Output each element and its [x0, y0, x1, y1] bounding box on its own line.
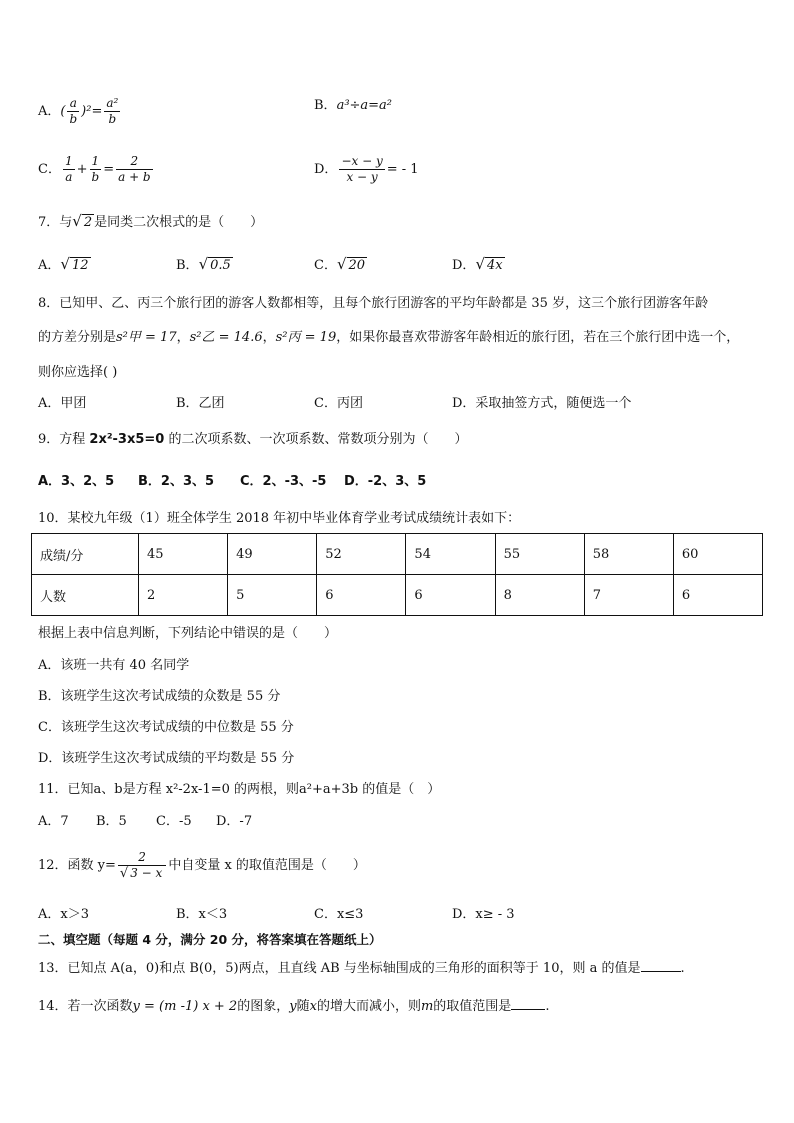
- variance-yi: s²乙 = 14.6: [189, 330, 263, 345]
- table-cell: 6: [673, 575, 762, 616]
- table-cell: 49: [228, 534, 317, 575]
- q6-option-a: A．( $\frac{a}{b}$ )²= $\frac{\text{a²}}{b}$: [38, 96, 119, 126]
- q8-option-a: A．甲团: [38, 396, 87, 411]
- answer-blank: [641, 959, 681, 972]
- q6-option-d: D． $\frac{-x - y}{x - y}$ = - 1: [314, 154, 419, 184]
- q10-option-b: B．该班学生这次考试成绩的众数是 55 分: [38, 689, 281, 704]
- q11-option-c: C．-5: [156, 814, 192, 829]
- q12-fraction: $\frac{2}{√ 3 - x}$: [118, 850, 166, 881]
- table-cell: 54: [406, 534, 495, 575]
- q12-option-a: A．x＞3: [38, 907, 89, 922]
- q10-option-a: A．该班一共有 40 名同学: [38, 658, 190, 673]
- q7-option-c: C．√ 20: [314, 255, 366, 273]
- q13-stem: 13．已知点 A(a，0)和点 B(0，5)两点，且直线 AB 与坐标轴围成的三角形的面积等于 10，则 a 的值是 .: [38, 961, 685, 976]
- table-cell: 成绩/分: [32, 534, 139, 575]
- q10-option-d: D．该班学生这次考试成绩的平均数是 55 分: [38, 751, 295, 766]
- table-cell: 45: [139, 534, 228, 575]
- table-cell: 2: [139, 575, 228, 616]
- q6-option-c: C． $\frac{1}{a}$ + $\frac{1}{b}$ = $\frac{2}{a + b}$: [38, 154, 151, 184]
- q12-option-b: B．x＜3: [176, 907, 228, 922]
- q14-stem: 14．若一次函数y = (m -1) x + 2的图象，y随x的增大而减小，则m的取值范围是 .: [38, 999, 550, 1014]
- q12-option-d: D．x≥ - 3: [452, 907, 515, 922]
- table-cell: 60: [673, 534, 762, 575]
- q7-option-a: A．√ 12: [38, 255, 89, 273]
- q12-stem: 12．函数 y= $\frac{2}{√ 3 - x}$ 中自变量 x 的取值范围是（ ）: [38, 850, 366, 881]
- variance-bing: s²丙 = 19: [275, 330, 337, 345]
- q10-stem: 10．某校九年级（1）班全体学生 2018 年初中毕业体育学业考试成绩统计表如下：: [38, 511, 521, 526]
- q6-option-b: B．a³÷a=a²: [314, 98, 393, 113]
- table-cell: 6: [317, 575, 406, 616]
- q10-option-c: C．该班学生这次考试成绩的中位数是 55 分: [38, 720, 294, 735]
- table-cell: 55: [495, 534, 584, 575]
- score-table: [31, 533, 763, 616]
- q8-option-c: C．丙团: [314, 396, 363, 411]
- q8-stem-line1: 8．已知甲、乙、丙三个旅行团的游客人数都相等，且每个旅行团游客的平均年龄都是 35 岁，这三个旅行团游客年龄: [38, 296, 709, 311]
- q9-option-a: A．3、2、5: [38, 474, 115, 489]
- q7-option-b: B．√ 0.5: [176, 255, 231, 273]
- table-cell: 5: [228, 575, 317, 616]
- table-cell: 8: [495, 575, 584, 616]
- variance-jia: s²甲 = 17: [116, 330, 177, 345]
- q9-option-d: D．-2、3、5: [344, 474, 427, 489]
- table-cell: 58: [584, 534, 673, 575]
- linear-function: y = (m -1) x + 2: [132, 999, 238, 1014]
- q8-stem-line3: 则你应选择( ): [38, 365, 118, 380]
- q8-stem-line2: 的方差分别是s²甲 = 17，s²乙 = 14.6，s²丙 = 19，如果你最喜欢带游客年龄相近的旅行团，若在三个旅行团中选一个，: [38, 330, 740, 345]
- answer-blank: [511, 997, 545, 1010]
- q6-a-rhs-fraction: $\frac{\text{a²}}{b}$: [106, 96, 119, 126]
- table-row: [32, 575, 763, 616]
- q7-stem: 7．与√ 2 是同类二次根式的是（ ）: [38, 212, 264, 230]
- q11-stem: 11．已知a、b是方程 x²-2x-1=0 的两根，则a²+a+3b 的值是（ ）: [38, 782, 441, 797]
- q11-option-d: D．-7: [216, 814, 253, 829]
- q6-a-lhs-fraction: $\frac{a}{b}$: [69, 96, 78, 126]
- q11-option-b: B．5: [96, 814, 127, 829]
- q7-option-d: D．√ 4x: [452, 255, 503, 273]
- section-heading-fill-in: 二、填空题（每题 4 分，满分 20 分，将答案填在答题纸上）: [38, 932, 382, 947]
- q12-option-c: C．x≤3: [314, 907, 364, 922]
- table-cell: 人数: [32, 575, 139, 616]
- table-cell: 52: [317, 534, 406, 575]
- q9-option-b: B．2、3、5: [138, 474, 215, 489]
- table-cell: 6: [406, 575, 495, 616]
- q10-question: 根据上表中信息判断，下列结论中错误的是（ ）: [38, 626, 338, 641]
- q8-option-d: D．采取抽签方式，随便选一个: [452, 396, 632, 411]
- q9-stem: 9．方程 2x²-3x5=0 的二次项系数、一次项系数、常数项分别为（ ）: [38, 432, 468, 447]
- q9-option-c: C．2、-3、-5: [240, 474, 327, 489]
- table-row: [32, 534, 763, 575]
- q8-option-b: B．乙团: [176, 396, 225, 411]
- table-cell: 7: [584, 575, 673, 616]
- q11-option-a: A．7: [38, 814, 69, 829]
